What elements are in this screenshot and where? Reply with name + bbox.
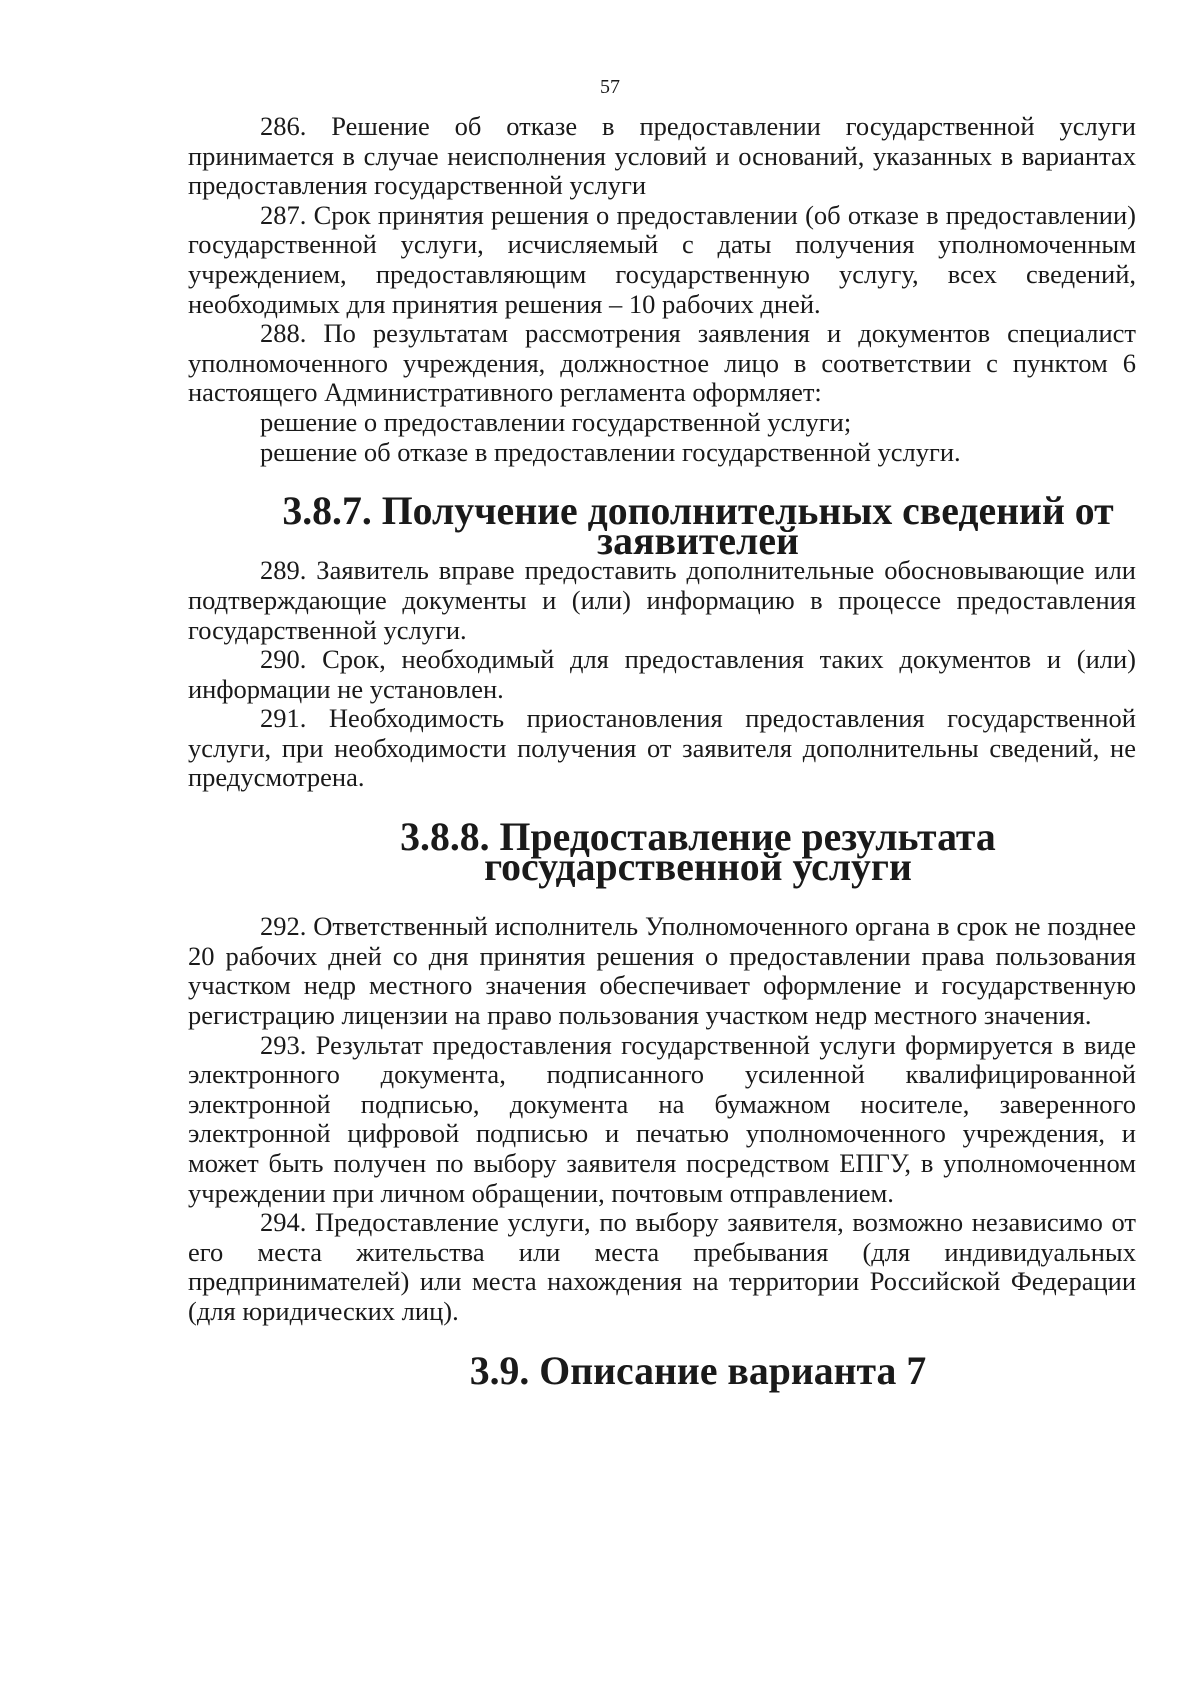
list-item: решение о предоставлении государственной услуги;	[260, 406, 852, 437]
page-number: 57	[600, 76, 620, 98]
paragraph-291: 291. Необходимость приостановления предоставления государственной услуги, при необходимости получения от заявителя дополнительны сведений, не предусмотрена.	[188, 703, 1136, 793]
paragraph-292: 292. Ответственный исполнитель Уполномоченного органа в срок не позднее 20 рабочих дней со дня принятия решения о предоставлении права пользования участком недр местного значения обеспечивает оформление и государственную регистрацию лицензии на право пользования участком недр местного значения.	[188, 911, 1136, 1031]
paragraph-290: 290. Срок, необходимый для предоставления таких документов и (или) информации не установлен.	[188, 644, 1136, 704]
paragraph-286: 286. Решение об отказе в предоставлении государственной услуги принимается в случае неисполнения условий и оснований, указанных в вариантах предоставления государственной услуги	[188, 111, 1136, 201]
section-heading-3-8-8: 3.8.8. Предоставление результата государственной услуги	[400, 815, 996, 889]
paragraph-294: 294. Предоставление услуги, по выбору заявителя, возможно независимо от его места жительства или места пребывания (для индивидуальных предпринимателей) или места нахождения на территории Российской Федерации (для юридических лиц).	[188, 1207, 1136, 1326]
paragraph-289: 289. Заявитель вправе предоставить дополнительные обосновывающие или подтверждающие документы и (или) информацию в процессе предоставления государственной услуги.	[188, 555, 1136, 645]
paragraph-288: 288. По результатам рассмотрения заявления и документов специалист уполномоченного учреждения, должностное лицо в соответствии с пунктом 6 настоящего Административного регламента оформляет:	[188, 318, 1136, 408]
section-heading-3-8-7: 3.8.7. Получение дополнительных сведений от заявителей	[282, 489, 1114, 563]
list-item: решение об отказе в предоставлении государственной услуги.	[260, 436, 961, 467]
paragraph-287: 287. Срок принятия решения о предоставлении (об отказе в предоставлении) государственной услуги, исчисляемый с даты получения уполномоченным учреждением, предоставляющим государственную услугу, всех сведений, необходимых для принятия решения – 10 рабочих дней.	[188, 199, 1136, 319]
document-body	[188, 111, 1136, 1393]
section-heading-3-9: 3.9. Описание варианта 7	[469, 1348, 927, 1393]
paragraph-293: 293. Результат предоставления государственной услуги формируется в виде электронного документа, подписанного усиленной квалифицированной электронной подписью, документа на бумажном носителе, заверенного электронной цифровой подписью и печатью уполномоченного учреждения, и может быть получен по выбору заявителя посредством ЕПГУ, в уполномоченном учреждении при личном обращении, почтовым отправлением.	[188, 1029, 1136, 1208]
